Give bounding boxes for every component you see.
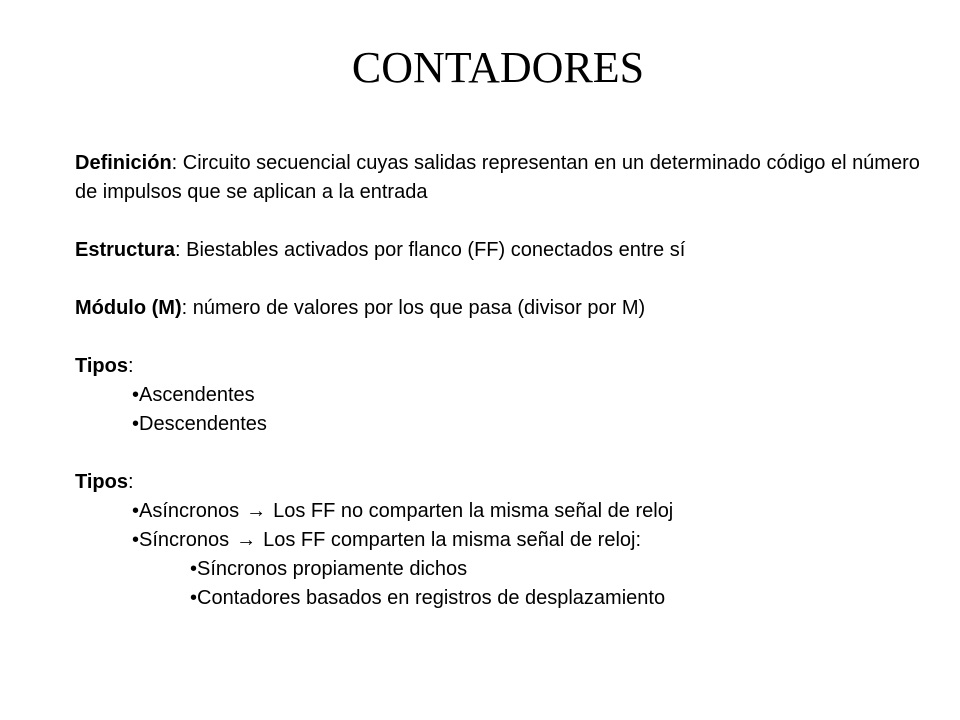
- list-item-label: Descendentes: [139, 413, 267, 435]
- list-item-sincronos: [75, 526, 935, 555]
- bullet-icon: •: [132, 384, 140, 406]
- sublist-item-label: Contadores basados en registros de desplazamiento: [197, 587, 666, 609]
- right-arrow-icon: →: [236, 529, 257, 551]
- definition-term: Definición: [75, 152, 172, 174]
- list-item-label: Síncronos: [139, 529, 230, 551]
- list-item-label: Asíncronos: [139, 500, 240, 522]
- types-clock-colon: :: [127, 471, 134, 493]
- slide-title: CONTADORES: [351, 43, 645, 92]
- bullet-icon: •: [132, 529, 140, 551]
- list-item-text: Los FF comparten la misma señal de reloj:: [263, 529, 642, 551]
- bullet-icon: •: [190, 587, 198, 609]
- types-clock-term: Tipos: [75, 471, 128, 493]
- module-text: : número de valores por los que pasa (divisor por M): [181, 297, 646, 319]
- types-direction-term: Tipos: [75, 355, 128, 377]
- list-item-ascendentes: [75, 381, 935, 410]
- sublist-item-label: Síncronos propiamente dichos: [197, 558, 468, 580]
- types-direction-colon: :: [127, 355, 134, 377]
- module-paragraph: [75, 294, 935, 323]
- right-arrow-icon: →: [246, 500, 267, 522]
- definition-paragraph: [75, 149, 935, 207]
- list-item-asincronos: [75, 497, 935, 526]
- structure-paragraph: [75, 236, 935, 265]
- list-item-descendentes: [75, 410, 935, 439]
- types-direction-heading: [75, 352, 935, 381]
- module-term: Módulo (M): [75, 297, 182, 319]
- slide-content: [75, 149, 935, 613]
- structure-term: Estructura: [75, 239, 176, 261]
- bullet-icon: •: [132, 500, 140, 522]
- definition-text: : Circuito secuencial cuyas salidas representan en un determinado código el número de impulsos que se aplican a la entrada: [75, 152, 920, 203]
- sublist-item-propiamente: [75, 555, 935, 584]
- sublist-item-registros: [75, 584, 935, 613]
- list-item-label: Ascendentes: [139, 384, 255, 406]
- types-clock-heading: [75, 468, 935, 497]
- list-item-text: Los FF no comparten la misma señal de reloj: [273, 500, 674, 522]
- structure-text: : Biestables activados por flanco (FF) conectados entre sí: [175, 239, 686, 261]
- bullet-icon: •: [132, 413, 140, 435]
- bullet-icon: •: [190, 558, 198, 580]
